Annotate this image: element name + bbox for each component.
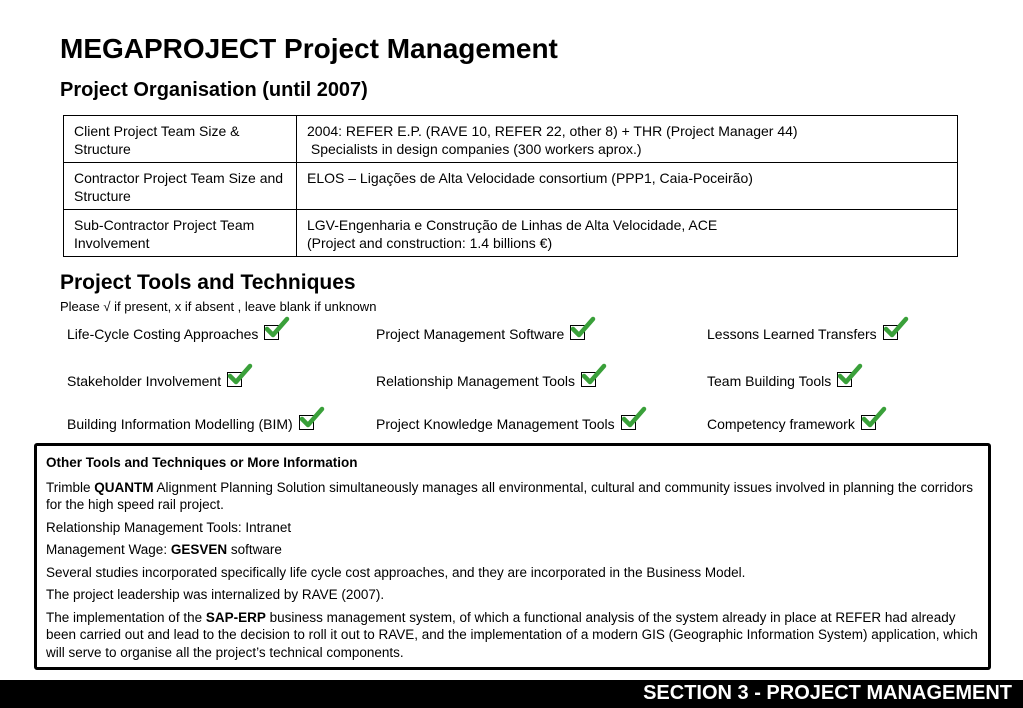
tool-label: Project Knowledge Management Tools (376, 416, 615, 432)
tool-relationship-management (376, 370, 596, 392)
tool-competency-framework (707, 413, 876, 435)
checkbox[interactable] (264, 325, 279, 340)
info-heading: Other Tools and Techniques or More Information (46, 455, 358, 470)
row-value-line: ELOS – Ligações de Alta Velocidade consortium (PPP1, Caia-Poceirão) (307, 170, 753, 186)
checkbox[interactable] (621, 415, 636, 430)
row-value-line: LGV-Engenharia e Construção de Linhas de Alta Velocidade, ACE (307, 217, 718, 233)
info-text: Alignment Planning Solution simultaneously manages all environmental, cultural and community issues involved in planning the corridors for the high speed rail project. (46, 479, 973, 512)
organisation-table (63, 115, 958, 257)
checkmark-icon (299, 406, 325, 428)
info-bold-text: GESVEN (170, 542, 228, 557)
row-label: Sub-Contractor Project Team Involvement (64, 210, 297, 257)
checkbox[interactable] (837, 372, 852, 387)
info-text: Management Wage: (46, 542, 171, 557)
row-label: Client Project Team Size & Structure (64, 116, 297, 163)
tool-bim (67, 413, 314, 435)
tool-label: Lessons Learned Transfers (707, 326, 877, 342)
info-text: business management system, of which a functional analysis of the system already in place at REFER had already been carried out and lead to the decision to roll it out to RAVE, and the implementation of a modern GIS (Geographic Information System) application, which will serve to organise all the project’s technical components. (46, 609, 978, 660)
checkmark-icon (581, 363, 607, 385)
tool-label: Project Management Software (376, 326, 565, 342)
checkbox[interactable] (581, 372, 596, 387)
tool-stakeholder-involvement (67, 370, 242, 392)
row-label: Contractor Project Team Size and Structure (64, 163, 297, 210)
info-paragraph (46, 479, 979, 514)
tool-label: Competency framework (707, 416, 855, 432)
info-bold-text: SAP-ERP (205, 609, 266, 625)
tool-label: Life-Cycle Costing Approaches (67, 326, 259, 342)
table-row (64, 163, 958, 210)
checkbox[interactable] (227, 372, 242, 387)
checkmark-icon (861, 406, 887, 428)
info-text: The implementation of the (46, 609, 206, 625)
tool-label: Building Information Modelling (BIM) (67, 416, 293, 432)
table-row (64, 210, 958, 257)
row-value-line: 2004: REFER E.P. (RAVE 10, REFER 22, other 8) + THR (Project Manager 44) (307, 123, 798, 139)
checkbox[interactable] (570, 325, 585, 340)
info-text: software (227, 542, 282, 557)
info-bold-text: QUANTM (94, 479, 154, 495)
tool-label: Team Building Tools (707, 373, 832, 389)
tool-lessons-learned (707, 323, 898, 345)
more-information-box (34, 443, 991, 670)
tool-label: Relationship Management Tools (376, 373, 575, 389)
info-paragraph: Several studies incorporated specifically life cycle cost approaches, and they are incorporated in the Business Model. (46, 564, 746, 580)
footer-section-label: SECTION 3 - PROJECT MANAGEMENT (643, 682, 1012, 704)
row-value (297, 210, 958, 257)
tool-project-management-software (376, 323, 585, 345)
tool-team-building (707, 370, 852, 392)
tool-life-cycle-costing (67, 323, 279, 345)
info-paragraph (46, 609, 979, 662)
row-value (297, 116, 958, 163)
section-title-tools: Project Tools and Techniques (60, 271, 356, 294)
checkmark-icon (264, 316, 290, 338)
section-subtitle-organisation: Project Organisation (until 2007) (60, 79, 368, 101)
checkmark-icon (883, 316, 909, 338)
page-title: MEGAPROJECT Project Management (60, 33, 558, 64)
tool-label: Stakeholder Involvement (67, 373, 222, 389)
checkmark-icon (570, 316, 596, 338)
info-text: Trimble (46, 479, 95, 495)
checkbox[interactable] (883, 325, 898, 340)
checkmark-icon (837, 363, 863, 385)
info-paragraph (46, 541, 979, 559)
row-value (297, 163, 958, 210)
table-row (64, 116, 958, 163)
tools-instructions: Please √ if present, x if absent , leave blank if unknown (60, 299, 377, 314)
checkbox[interactable] (299, 415, 314, 430)
footer-bar (0, 680, 1023, 708)
checkmark-icon (621, 406, 647, 428)
checkmark-icon (227, 363, 253, 385)
info-paragraph: The project leadership was internalized by RAVE (2007). (46, 587, 385, 602)
row-value-line: (Project and construction: 1.4 billions €) (307, 235, 553, 251)
info-paragraph: Relationship Management Tools: Intranet (46, 519, 292, 535)
tool-knowledge-management (376, 413, 636, 435)
checkbox[interactable] (861, 415, 876, 430)
row-value-line: Specialists in design companies (300 workers aprox.) (307, 141, 642, 157)
